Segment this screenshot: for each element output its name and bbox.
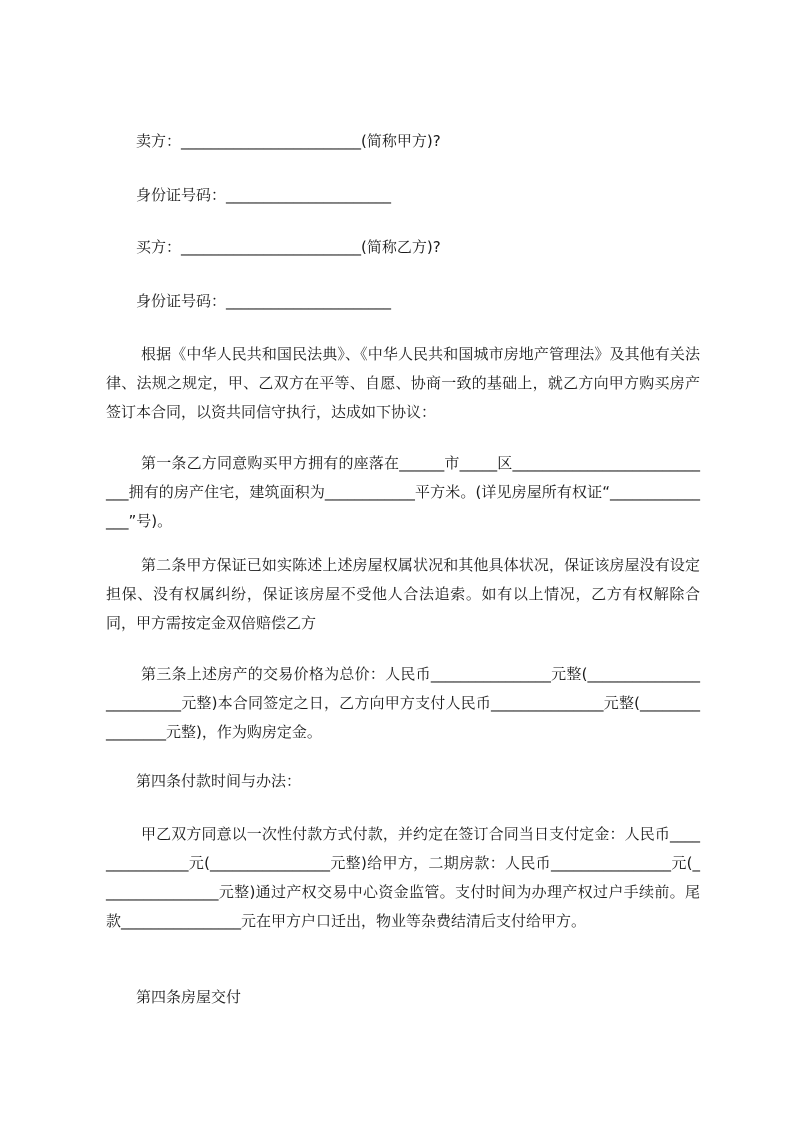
buyer-id-line: 身份证号码：______________________ [136,292,392,310]
article-4b-title: 第四条房屋交付 [136,988,242,1006]
article-1: 第一条乙方同意购买甲方拥有的座落在______市_____区____________________________拥有的房产住宅，建筑面积为____________平方米。(详见房屋所有权证“_______________”号)。 [106,454,700,530]
intro-paragraph: 根据《中华人民共和国民法典》、《中华人民共和国城市房地产管理法》及其他有关法律、法规之规定，甲、乙双方在平等、自愿、协商一致的基础上，就乙方向甲方购买房产签订本合同，以资共同信守执行，达成如下协议： [106,345,700,421]
article-4-title: 第四条付款时间与办法： [136,772,302,790]
seller-line: 卖方：________________________(简称甲方)? [136,132,441,150]
article-3: 第三条上述房产的交易价格为总价：人民币________________元整(_________________________元整)本合同签定之日，乙方向甲方支付人民币_______________元整(________________元整)，作为购房定金。 [106,665,700,741]
article-4-body: 甲乙双方同意以一次性付款方式付款，并约定在签订合同当日支付定金：人民币_______________元(________________元整)给甲方，二期房款：人民币________________元(________________元整)通过产权交易中心资金监管。支付时间为办理产权过户手续前。尾款________________元在甲方户口迁出，物业等杂费结清后支付给甲方。 [106,825,700,930]
article-2: 第二条甲方保证已如实陈述上述房屋权属状况和其他具体状况，保证该房屋没有设定担保、没有权属纠纷，保证该房屋不受他人合法追索。如有以上情况，乙方有权解除合同，甲方需按定金双倍赔偿乙方 [106,556,700,632]
buyer-line: 买方：________________________(简称乙方)? [136,238,441,256]
seller-id-line: 身份证号码：______________________ [136,186,392,204]
